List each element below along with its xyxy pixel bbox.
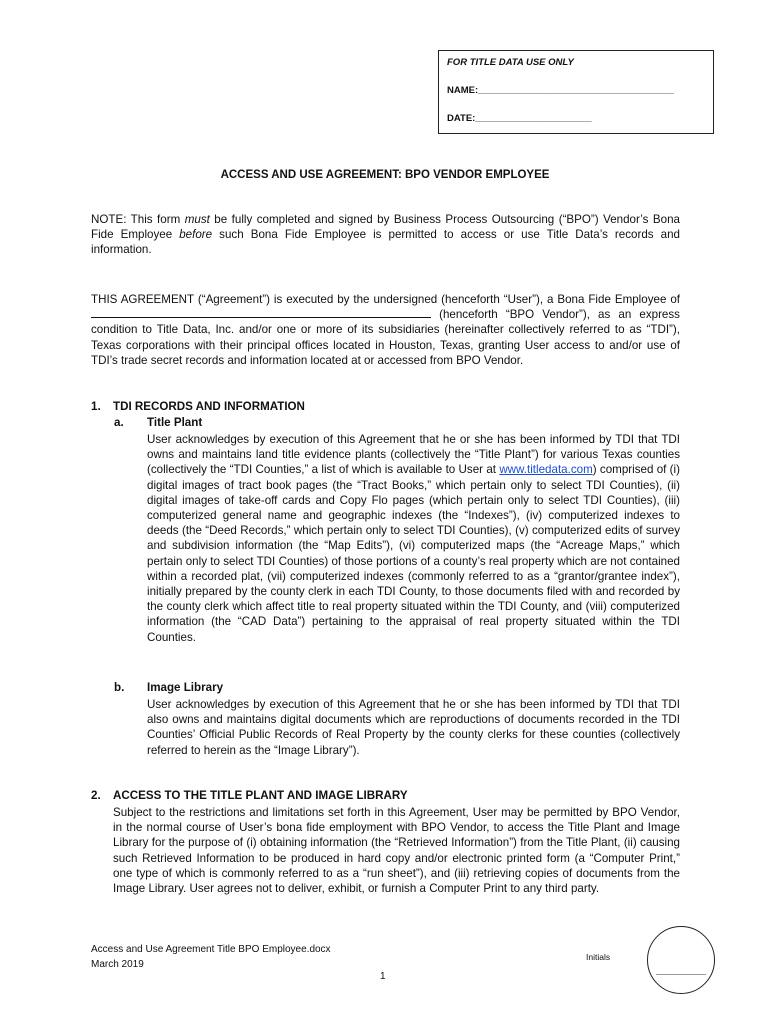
titledata-link[interactable]: www.titledata.com: [499, 463, 593, 477]
section-2-paragraph: Subject to the restrictions and limitations set forth in this Agreement, User may be permitted by BPO Vendor, in the normal course of User’s bona fide employment with BPO Vendor, to access the Title Plant and Image Library for the purpose of (i) obtaining information (the “Retrieved Information”) from the Title Plant, (ii) causing such Retrieved Information to be produced in hard copy and/or electronic printed form (a “Computer Print,” one type of which is commonly referred to as a “run sheet”), and (iii) retrieving copies of documents from the Image Library. User agrees not to deliver, exhibit, or furnish a Computer Print to any third party.: [113, 806, 680, 896]
date-field: DATE:______________________: [447, 113, 592, 124]
document-title: ACCESS AND USE AGREEMENT: BPO VENDOR EMPLOYEE: [220, 169, 550, 181]
initials-label: Initials: [586, 952, 611, 962]
page-number: 1: [380, 971, 386, 982]
employer-blank-line: [91, 307, 431, 318]
agreement-paragraph: THIS AGREEMENT (“Agreement”) is executed by the undersigned (henceforth “User”), a Bona Fide Employee of (henceforth “BPO Vendor”), as an express condition to Title Data, Inc. and/or one or more of its subsidiaries (hereinafter collectively referred to as “TDI”), Texas corporations with their principal offices located in Houston, Texas, granting User access to and/or use of TDI’s trade secret records and information located at or accessed from BPO Vendor.: [91, 293, 680, 367]
note-paragraph: NOTE: This form must be fully completed and signed by Business Process Outsourcing (“BPO”) Vendor’s Bona Fide Employee before such Bona Fide Employee is permitted to access or use Title Data’s records and information.: [91, 213, 680, 257]
name-field: NAME:_____________________________________: [447, 85, 674, 96]
initials-line: [656, 974, 706, 975]
initials-circle: [647, 926, 715, 994]
footer-filename: Access and Use Agreement Title BPO Employee.docx: [91, 944, 331, 955]
footer-date: March 2019: [91, 959, 144, 970]
title-data-use-box: [438, 50, 714, 134]
footer: [91, 942, 331, 972]
section-1b-paragraph: User acknowledges by execution of this Agreement that he or she has been informed by TDI that TDI also owns and maintains digital documents which are reproductions of documents recorded in the TDI Counties’ Official Public Records of Real Property by the county clerks for these counties (collectively referred to herein as the “Image Library”).: [147, 698, 680, 757]
box-title: FOR TITLE DATA USE ONLY: [447, 57, 574, 68]
section-1a-paragraph: User acknowledges by execution of this Agreement that he or she has been informed by TDI that TDI owns and maintains land title evidence plants (collectively the “Title Plant”) for various Texas counties (collectively the “TDI Counties,” a list of which is available to User at www.titledata.com) comprised of (i) digital images of tract book pages (the “Tract Books,” which pertain only to select TDI Counties), (ii) digital images of take-off cards and Copy Flo pages (which pertain only to select TDI Counties), (iii) computerized general name and geographic indexes (the “Indexes”), (iv) computerized indexes to deeds (the “Deed Records,” which pertain only to select TDI Counties), (v) computerized edits of survey and subdivision information (the “Map Edits”), (vi) computerized maps (the “Acreage Maps,” which pertain only to select TDI Counties) of those portions of a county’s real property which are not contained within a recorded plat, (vii) computerized indexes (commonly referred to as a “grantor/grantee index”), initially prepared by the county clerk in each TDI County, to those documents filed with and recorded by the county clerk which affect title to real property situated within the TDI County, and (viii) computerized information (the “CAD Data”) pertaining to the appraisal of real property situated within the TDI Counties.: [147, 433, 680, 644]
